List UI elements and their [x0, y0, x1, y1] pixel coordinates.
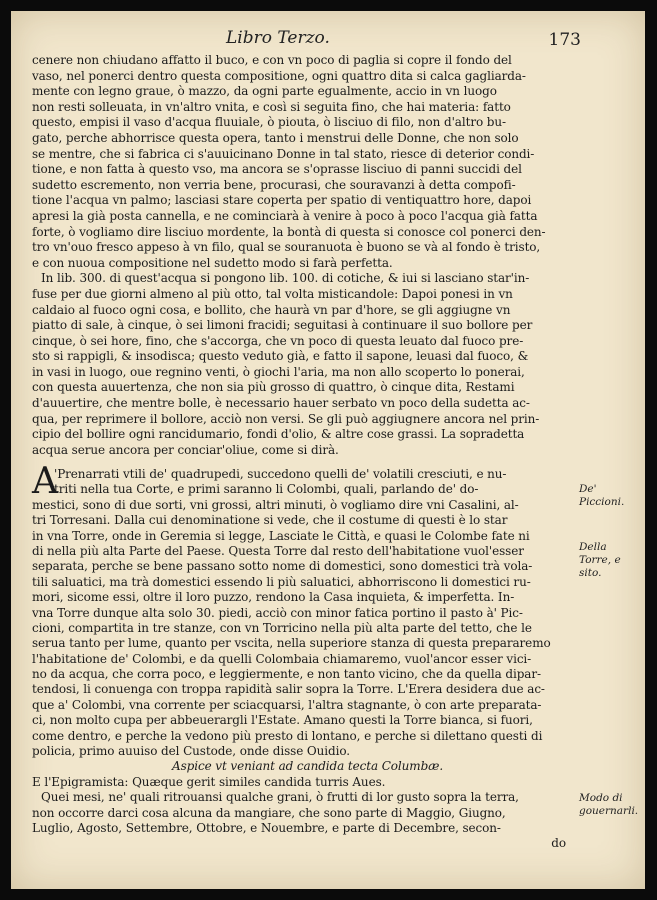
text-line: di nella più alta Parte del Paese. Questa Torre dal resto dell'habitatione vuol'esser	[32, 543, 524, 558]
text-line: Quei mesi, ne' quali ritrouansi qualche grani, ò frutti di lor gusto sopra la terra,	[41, 790, 519, 805]
margin-note-torre: Della Torre, e sito.	[579, 541, 621, 579]
text-line: non occorre darci cosa alcuna da mangiare, che sono parte di Maggio, Giugno,	[32, 805, 506, 820]
paragraph-2	[32, 271, 574, 458]
text-line: cinque, ò sei hore, fino, che s'accorga, che vn poco di questa leuato dal fuoco pre-	[32, 333, 524, 348]
text-line: ci, non molto cupa per abbeuerargli l'Estate. Amano questi la Torre bianca, si fuori,	[32, 713, 533, 728]
text-line: tione, e non fatta à questo vso, ma ancora se s'oprasse lisciuo di panni succidi del	[32, 162, 522, 177]
catchword: do	[551, 836, 566, 851]
text-line: mori, sicome essi, oltre il loro puzzo, rendono la Casa inquieta, & imperfetta. In-	[32, 590, 515, 605]
text-line: se mentre, che si fabrica ci s'auuicinano Donne in tal stato, riesce di deterior condi-	[32, 146, 535, 161]
text-line: tili saluatici, ma trà domestici essendo li più saluatici, abhorriscono li domestici ru-	[32, 574, 531, 589]
book-page	[11, 11, 645, 889]
paragraph-3	[32, 461, 574, 759]
text-line: in vasi in luogo, oue regnino venti, ò giochi l'aria, ma non allo scoperto lo ponerai,	[32, 364, 525, 379]
text-line: tri Torresani. Dalla cui denominatione si vede, che il costume di questi è lo star	[32, 513, 508, 528]
text-line: tendosi, li conuenga con troppa rapidità salir sopra la Torre. L'Erera desidera due ac-	[32, 682, 545, 697]
text-line: d'auuertire, che mentre bolle, è necessario hauer serbato vn poco della sudetta ac-	[32, 396, 530, 411]
text-line: tro vn'ouo fresco appeso à vn filo, qual se souranuota è buono se và al fondo è tristo,	[32, 240, 541, 255]
text-line: e con nuoua compositione nel sudetto modo si farà perfetta.	[32, 255, 393, 270]
text-line: triti nella tua Corte, e primi saranno li Colombi, quali, parlando de' do-	[54, 482, 479, 497]
latin-verse: Aspice vt veniant ad candida tecta Columbæ.	[172, 759, 444, 774]
margin-note-piccioni: De' Piccioni.	[579, 483, 625, 508]
text-line: cipio del bollire ogni rancidumario, fondi d'olio, & altre cose grassi. La sopradetta	[32, 427, 525, 442]
text-line: policia, primo auuiso del Custode, onde disse Ouidio.	[32, 744, 350, 759]
paragraph-4	[32, 790, 574, 836]
drop-cap: A	[32, 461, 58, 502]
epigram-line: E l'Epigramista: Quæque gerit similes candida turris Aues.	[32, 774, 386, 789]
text-line: Luglio, Agosto, Settembre, Ottobre, e Nouembre, e parte di Decembre, secon-	[32, 820, 501, 835]
text-line: que a' Colombi, vna corrente per sciacquarsi, l'altra stagnante, ò con arte preparata-	[32, 697, 542, 712]
page-header	[11, 28, 645, 52]
text-line: caldaio al fuoco ogni cosa, e bollito, che haurà vn par d'hore, se gli aggiugne vn	[32, 302, 511, 317]
text-line: serua tanto per lume, quanto per vscita, nella superiore stanza di questa prepararemo	[32, 636, 551, 651]
paragraph-1	[32, 53, 574, 271]
text-line: piatto di sale, à cinque, ò sei limoni fracidi; seguitasi à continuare il suo bollore per	[32, 318, 533, 333]
text-line: 'Prenarrati vtili de' quadrupedi, succedono quelli de' volatili cresciuti, e nu-	[54, 467, 507, 481]
text-line: vaso, nel ponerci dentro questa compositione, ogni quattro dita si calca gagliarda-	[32, 68, 526, 83]
text-line: qua, per reprimere il bollore, acciò non versi. Se gli può aggiugnere ancora nel prin-	[32, 411, 540, 426]
text-line: cenere non chiudano affatto il buco, e con vn poco di paglia si copre il fondo del	[32, 53, 512, 67]
text-line: questo, empisi il vaso d'acqua fluuiale, ò piouta, ò lisciuo di filo, non d'altro bu-	[32, 115, 506, 130]
text-line: mestici, sono di due sorti, vni grossi, altri minuti, ò vogliamo dire vni Casalini, al-	[32, 497, 519, 512]
text-line: no da acqua, che corra poco, e leggiermente, e non tanto vicino, che da quella dipar-	[32, 667, 541, 682]
text-line: tione l'acqua vn palmo; lasciasi stare coperta per spatio di ventiquattro hore, dapoi	[32, 193, 532, 208]
text-line: in vna Torre, onde in Geremia si legge, Lasciate le Città, e quasi le Colombe fate ni	[32, 528, 530, 543]
page-number: 173	[548, 30, 581, 50]
text-line: sudetto escremento, non verria bene, procurasi, che souravanzi à detta compofi-	[32, 177, 516, 192]
text-line: gato, perche abhorrisce questa opera, tanto i menstrui delle Donne, che non solo	[32, 130, 519, 145]
lower-text-block	[32, 461, 574, 852]
text-line: sto si rappigli, & insodisca; questo veduto già, e fatto il sapone, leuasi dal fuoco, &	[32, 349, 529, 364]
text-line: non resti solleuata, in vn'altro vnita, e così si seguita fino, che hai materia: fatto	[32, 99, 511, 114]
text-line: apresi la già posta cannella, e ne cominciarà à venire à poco à poco l'acqua già fatta	[32, 208, 538, 223]
text-line: l'habitatione de' Colombi, e da quelli Colombaia chiamaremo, vuol'ancor esser vici-	[32, 651, 532, 666]
text-line: mente con legno graue, ò mazzo, da ogni parte egualmente, accio in vn luogo	[32, 84, 497, 99]
text-line: fuse per due giorni almeno al più otto, tal volta misticandole: Dapoi ponesi in vn	[32, 286, 513, 301]
text-line: cioni, compartita in tre stanze, con vn Torricino nella più alta parte del tetto, che le	[32, 620, 532, 635]
margin-note-gouernarli: Modo di gouernarli.	[579, 792, 639, 817]
text-line: separata, perche se bene passano sotto nome di domestici, sono domestici trà vola-	[32, 559, 533, 574]
text-line: come dentro, e perche la vedono più presto di lontano, e perche si dilettano questi di	[32, 728, 543, 743]
text-line: vna Torre dunque alta solo 30. piedi, acciò con minor fatica portino il pasto à' Pic-	[32, 605, 523, 620]
running-title: Libro Terzo.	[226, 28, 330, 48]
text-line: forte, ò vogliamo dire lisciuo mordente, la bontà di questa si conosce col ponerci den-	[32, 224, 546, 239]
upper-text-block	[32, 53, 574, 458]
text-line: In lib. 300. di quest'acqua si pongono lib. 100. di cotiche, & iui si lasciano star'in-	[41, 271, 530, 286]
text-line: acqua serue ancora per conciar'oliue, come si dirà.	[32, 442, 339, 457]
text-line: con questa auuertenza, che non sia più grosso di quattro, ò cinque dita, Restami	[32, 380, 515, 395]
